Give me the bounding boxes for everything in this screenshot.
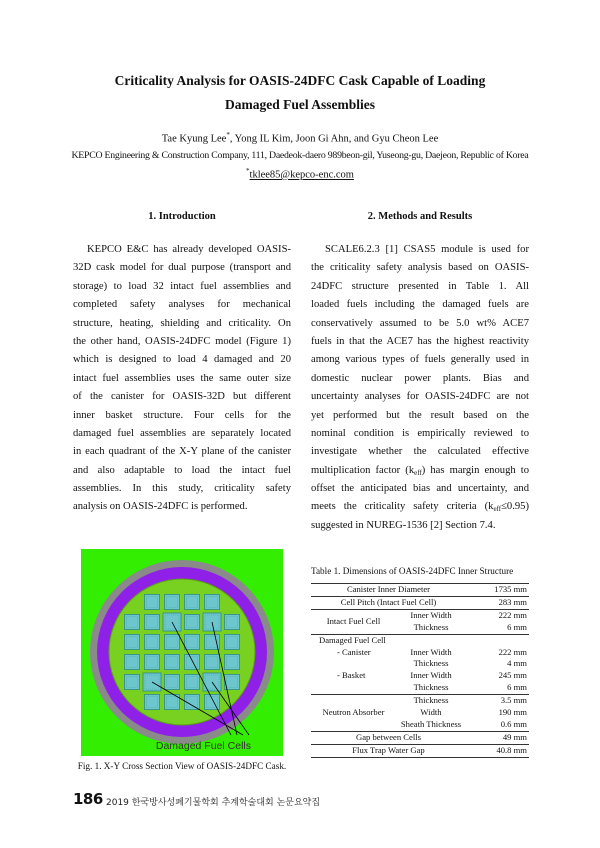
intro-line: inner basket structure. Four cells for the — [73, 409, 291, 421]
table-row: Thickness 6 mm — [413, 621, 527, 632]
figure-1-cross-section — [81, 549, 283, 756]
intro-line: KEPCO E&C has already developed OASIS- — [87, 244, 291, 255]
intact-fuel-cell — [145, 635, 160, 650]
section-2-heading: 2. Methods and Results — [367, 211, 473, 222]
intact-fuel-cell — [125, 655, 140, 670]
intact-fuel-cell — [125, 635, 140, 650]
intact-fuel-cell — [165, 595, 180, 610]
intro-line: of the canister for OASIS-32D but different — [73, 391, 291, 403]
cask-cross-section-svg — [81, 549, 283, 756]
introduction-paragraph — [73, 241, 291, 517]
author-others: , Yong IL Kim, Joon Gi Ahn, and Gyu Cheon Lee — [229, 133, 439, 145]
intro-line: assemblies. In this study, criticality safety — [73, 483, 291, 495]
table-row: Flux Trap Water Gap 40.8 mm — [311, 744, 529, 757]
intact-fuel-cell — [165, 675, 180, 690]
damaged-fuel-cells-label: Damaged Fuel Cells — [155, 740, 251, 752]
intro-line: 32D cask model for dual purpose (transport and — [73, 262, 291, 274]
intro-line: in each quadrant of the X-Y plane of the canister — [73, 446, 291, 458]
intro-line: intact fuel assemblies uses the same outer size — [73, 372, 291, 384]
intact-fuel-cell — [225, 655, 240, 670]
intact-fuel-cell — [145, 595, 160, 610]
intact-fuel-cell — [205, 655, 220, 670]
authors — [0, 131, 600, 145]
methods-line: 24DFC structure presented in Table 1. All — [311, 280, 529, 292]
methods-line-keff: multiplication factor $(k_{eff})$ has margin enough to — [311, 464, 529, 477]
email-link[interactable]: tklee85@kepco-enc.com — [249, 169, 354, 181]
intro-line: completed safety analyses for mechanical — [73, 299, 291, 311]
table-row: - Basket Inner Width 245 mm — [337, 670, 527, 681]
intro-line: structure, heating, shielding and criticality. On — [73, 317, 291, 329]
section-1-heading: 1. Introduction — [148, 211, 216, 222]
paper-title-line-2: Damaged Fuel Assemblies — [225, 97, 375, 112]
methods-line: uncertainty analyses for OASIS-24DFC are not — [311, 391, 529, 403]
intact-fuel-cell — [185, 615, 200, 630]
methods-line: loaded fuels including the damaged fuels are — [311, 299, 529, 311]
intact-fuel-cell — [145, 655, 160, 670]
footer-proceedings: 2019 한국방사성폐기물학회 추계학술대회 논문요약집 — [106, 798, 321, 808]
intact-fuel-cell — [165, 655, 180, 670]
paper-title-line-1: Criticality Analysis for OASIS-24DFC Cask Capable of Loading — [114, 73, 486, 88]
methods-paragraph — [311, 241, 529, 535]
methods-line: domestic nuclear power plants. Bias and — [311, 372, 529, 384]
methods-line: investigate whether the calculated effective — [311, 446, 529, 458]
page-number: 186 — [73, 790, 103, 808]
table-row: Sheath Thickness 0.6 mm — [400, 718, 527, 729]
intact-fuel-cell — [185, 655, 200, 670]
table-row: Gap between Cells 49 mm — [311, 731, 529, 744]
intro-line: damaged fuel assemblies are separately located — [73, 427, 291, 439]
intact-fuel-cell — [165, 635, 180, 650]
table-row: Cell Pitch (Intact Fuel Cell) 283 mm — [311, 596, 529, 609]
table-row: Thickness 6 mm — [413, 682, 527, 693]
methods-line: yet performed but the result based on the — [311, 409, 529, 421]
table-row: Width 190 mm — [420, 707, 527, 718]
methods-line: conservatively assumed to be 5.0 wt% ACE7 — [311, 317, 529, 329]
table-row: - Canister Inner Width 222 mm — [337, 646, 527, 657]
intact-fuel-cell — [185, 595, 200, 610]
table-1 — [311, 583, 529, 758]
canister-inner-region — [109, 579, 255, 725]
table-row: Thickness 4 mm — [413, 658, 527, 669]
methods-line: fuels in that the ACE7 has the highest reactivity — [311, 335, 529, 347]
intro-line: analysis on OASIS-24DFC is performed. — [73, 501, 248, 513]
contact-email — [0, 167, 600, 181]
intro-line: storage) to load 32 intact fuel assemblies and — [73, 280, 291, 292]
figure-1-caption: Fig. 1. X-Y Cross Section View of OASIS-24DFC Cask. — [77, 761, 287, 771]
intro-line: and also adaptable to load the intact fuel — [73, 464, 291, 476]
methods-line-14: offset the anticipated bias and uncertainty, and — [311, 483, 529, 495]
table-row: Canister Inner Diameter 1735 mm — [311, 584, 529, 597]
intact-fuel-cell — [205, 595, 220, 610]
intact-fuel-cell — [145, 615, 160, 630]
table-row: Neutron Absorber Thickness 3.5 mm — [311, 695, 529, 707]
intact-fuel-cell — [185, 635, 200, 650]
methods-line: SCALE6.2.3 [1] CSAS5 module is used for — [325, 244, 529, 255]
intact-fuel-cell — [185, 675, 200, 690]
intact-fuel-cell — [225, 635, 240, 650]
intact-fuel-cell — [225, 615, 240, 630]
author-lead: Tae Kyung Lee — [161, 133, 227, 145]
dimensions-table — [311, 583, 529, 758]
intro-line: which is designed to load 4 damaged and 20 — [73, 354, 291, 366]
table-1-caption: Table 1. Dimensions of OASIS-24DFC Inner Structure — [311, 566, 514, 576]
intact-fuel-cell — [145, 695, 160, 710]
affiliation: KEPCO Engineering & Construction Company, 111, Daedeok-daero 989beon-gil, Yuseong-gu, Daejeon, Republic of Korea — [71, 150, 529, 161]
methods-line: the criticality safety analysis based on OASIS- — [311, 262, 529, 274]
intact-fuel-cell — [125, 615, 140, 630]
table-row: Damaged Fuel Cell — [311, 634, 529, 646]
intro-line: the other hand, OASIS-24DFC model (Figure 1) — [73, 335, 291, 347]
methods-line-criteria: meets the criticality safety criteria $(k_{eff}\le 0.95)$ — [311, 501, 529, 514]
table-row: Intact Fuel Cell Inner Width 222 mm — [311, 609, 529, 621]
methods-line: among various types of fuels generally used in — [311, 354, 529, 366]
email-asterisk: * — [246, 167, 250, 175]
methods-line-last: suggested in NUREG-1536 [2] Section 7.4. — [311, 519, 496, 531]
methods-line: nominal condition is empirically reviewed to — [311, 427, 529, 439]
author-asterisk: * — [226, 131, 230, 139]
intact-fuel-cell — [205, 695, 220, 710]
intact-fuel-cell — [125, 675, 140, 690]
